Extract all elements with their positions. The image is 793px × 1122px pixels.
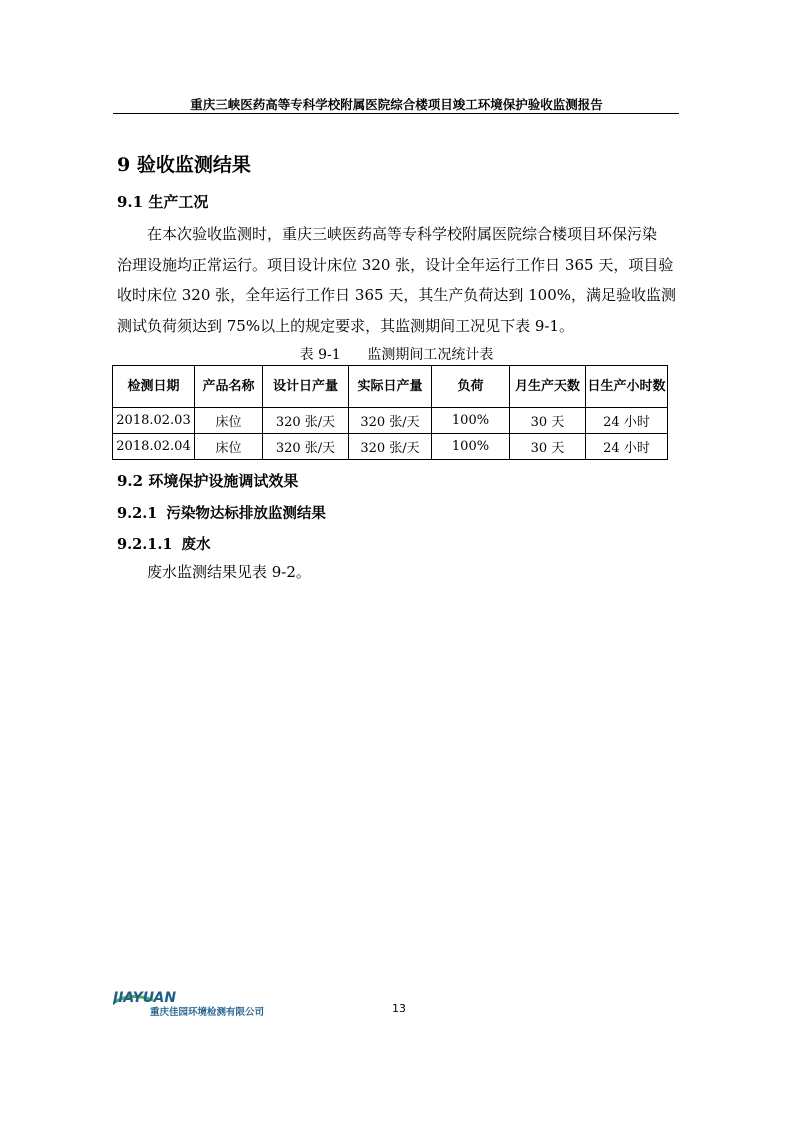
table-cell: 320 张/天 (263, 434, 349, 460)
production-paragraph (117, 219, 679, 341)
table-header-row (113, 366, 668, 408)
table-row (113, 408, 668, 434)
wastewater-paragraph: 废水监测结果见表 9-2。 (147, 563, 311, 581)
subsection-number: 9.2.1.1 (117, 536, 173, 553)
table-cell: 24 小时 (586, 408, 668, 434)
table-cell: 320 张/天 (349, 408, 432, 434)
table-cell: 320 张/天 (263, 408, 349, 434)
subsection-number: 9.2.1 (117, 505, 158, 522)
subsection-title-discharge (117, 502, 326, 523)
header-divider (113, 113, 679, 114)
logo-wordmark: JIAYUAN (113, 990, 177, 1006)
table-cell: 320 张/天 (349, 434, 432, 460)
table-cell: 100% (432, 434, 510, 460)
subsection-title-facilities: 9.2 环境保护设施调试效果 (117, 472, 299, 490)
subsection-label: 污染物达标排放监测结果 (166, 505, 326, 522)
table-row (113, 434, 668, 460)
table-caption: 表 9-1 监测期间工况统计表 (299, 347, 494, 363)
table-cell: 2018.02.04 (113, 434, 195, 460)
paragraph-line: 治理设施均正常运行。项目设计床位 320 张，设计全年运行工作日 365 天，项目验 (117, 255, 674, 274)
header-cell: 设计日产量 (263, 366, 349, 408)
section-title: 9 验收监测结果 (117, 154, 251, 176)
header-cell: 日生产小时数 (586, 366, 668, 408)
subsection-title-production: 9.1 生产工况 (117, 193, 209, 211)
table-cell: 床位 (195, 434, 263, 460)
header-cell: 实际日产量 (349, 366, 432, 408)
header-cell: 检测日期 (113, 366, 195, 408)
paragraph-line: 测试负荷须达到 75%以上的规定要求，其监测期间工况见下表 9-1。 (117, 316, 575, 335)
header-cell: 负荷 (432, 366, 510, 408)
table-cell: 24 小时 (586, 434, 668, 460)
header-cell: 月生产天数 (510, 366, 586, 408)
subsection-label: 废水 (181, 536, 211, 553)
subsection-title-wastewater (117, 533, 211, 554)
paragraph-line: 在本次验收监测时，重庆三峡医药高等专科学校附属医院综合楼项目环保污染 (147, 225, 658, 243)
page-number: 13 (392, 1002, 406, 1015)
table-cell: 30 天 (510, 434, 586, 460)
paragraph-line: 收时床位 320 张，全年运行工作日 365 天，其生产负荷达到 100%，满足验收监测 (117, 286, 676, 304)
company-name: 重庆佳园环境检测有限公司 (150, 1007, 265, 1018)
table-cell: 床位 (195, 408, 263, 434)
table-cell: 30 天 (510, 408, 586, 434)
report-header-title: 重庆三峡医药高等专科学校附属医院综合楼项目竣工环境保护验收监测报告 (190, 97, 603, 112)
header-cell: 产品名称 (195, 366, 263, 408)
working-conditions-table (112, 365, 668, 460)
table-cell: 100% (432, 408, 510, 434)
table-cell: 2018.02.03 (113, 408, 195, 434)
